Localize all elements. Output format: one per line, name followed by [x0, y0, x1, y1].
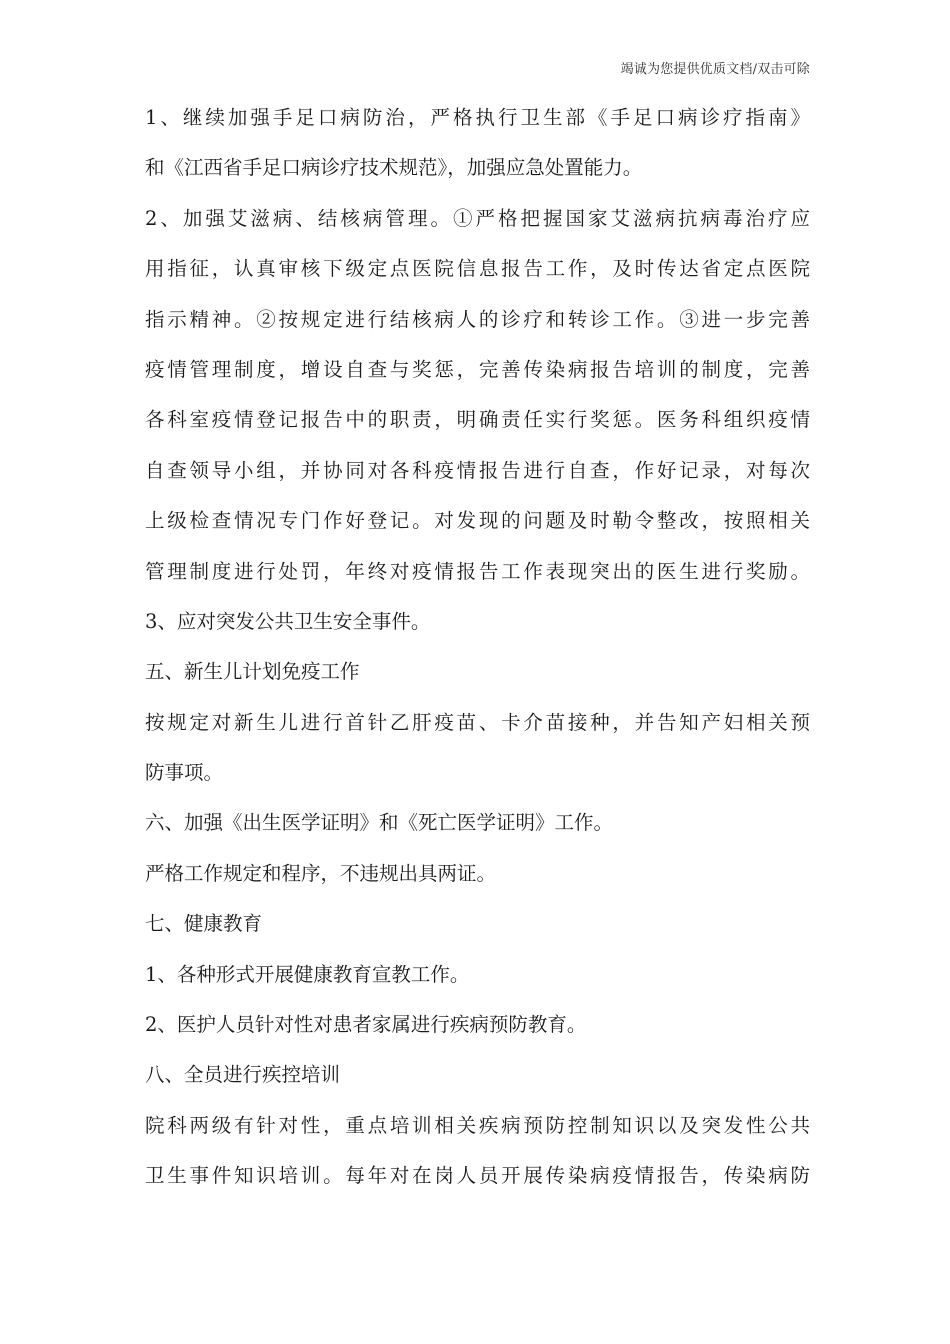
paragraph-line: 院科两级有针对性，重点培训相关疾病预防控制知识以及突发性公共 [145, 1113, 810, 1137]
section-heading: 六、加强《出生医学证明》和《死亡医学证明》工作。 [145, 811, 614, 835]
section-heading: 八、全员进行疾控培训 [145, 1063, 341, 1087]
paragraph-line: 用指征，认真审核下级定点医院信息报告工作，及时传达省定点医院 [145, 257, 810, 281]
paragraph-line: 2、医护人员针对性对患者家属进行疾病预防教育。 [145, 1013, 587, 1037]
header-note: 竭诚为您提供优质文档/双击可除 [620, 62, 810, 77]
paragraph-line: 疫情管理制度，增设自查与奖惩，完善传染病报告培训的制度，完善 [145, 357, 810, 381]
section-heading: 五、新生儿计划免疫工作 [145, 660, 360, 684]
paragraph-line: 自查领导小组，并协同对各科疫情报告进行自查，作好记录，对每次 [145, 458, 810, 482]
paragraph-line: 管理制度进行处罚，年终对疫情报告工作表现突出的医生进行奖励。 [145, 559, 810, 583]
paragraph-line: 严格工作规定和程序，不违规出具两证。 [145, 861, 497, 885]
paragraph-line: 1、继续加强手足口病防治，严格执行卫生部《手足口病诊疗指南》 [145, 106, 810, 129]
paragraph-line: 各科室疫情登记报告中的职责，明确责任实行奖惩。医务科组织疫情 [145, 408, 810, 432]
paragraph-line: 2、加强艾滋病、结核病管理。①严格把握国家艾滋病抗病毒治疗应 [145, 206, 810, 230]
paragraph-line: 3、应对突发公共卫生安全事件。 [145, 609, 431, 633]
paragraph-line: 指示精神。②按规定进行结核病人的诊疗和转诊工作。③进一步完善 [145, 307, 810, 331]
paragraph-line: 按规定对新生儿进行首针乙肝疫苗、卡介苗接种，并告知产妇相关预 [145, 710, 810, 734]
paragraph-line: 上级检查情况专门作好登记。对发现的问题及时勒令整改，按照相关 [145, 509, 810, 533]
paragraph-line: 防事项。 [145, 761, 224, 785]
paragraph-line: 和《江西省手足口病诊疗技术规范》，加强应急处置能力。 [145, 156, 643, 180]
paragraph-line: 1、各种形式开展健康教育宣教工作。 [145, 962, 470, 986]
section-heading: 七、健康教育 [145, 912, 263, 936]
paragraph-line: 卫生事件知识培训。每年对在岗人员开展传染病疫情报告，传染病防 [145, 1164, 810, 1188]
document-body [145, 103, 810, 1212]
